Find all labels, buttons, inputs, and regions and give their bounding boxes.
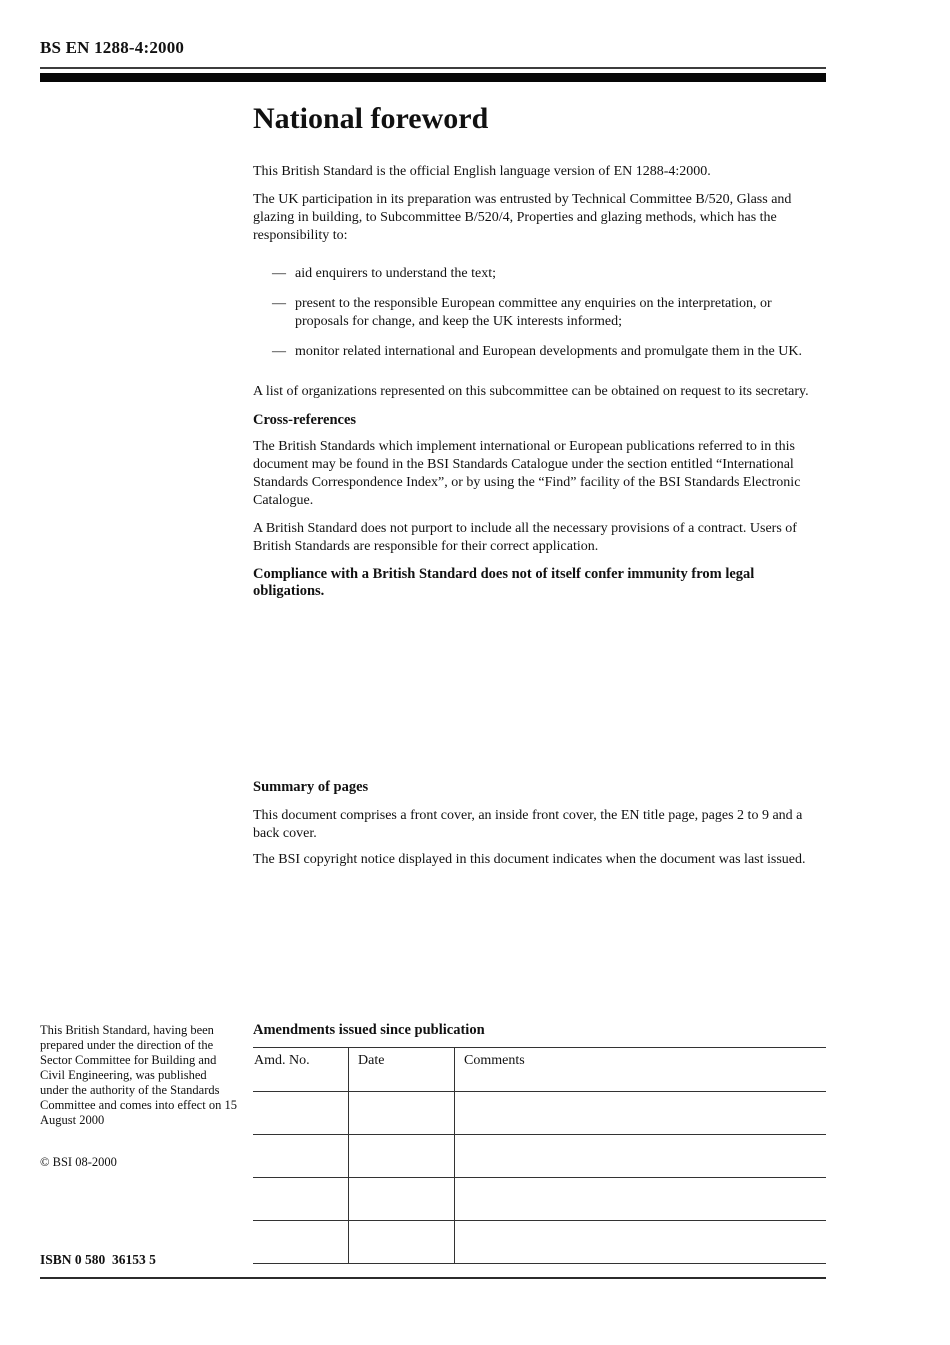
table-row	[253, 1135, 826, 1178]
responsibility-list	[253, 265, 828, 361]
list-item	[253, 295, 828, 331]
list-item-text: present to the responsible European committee any enquiries on the interpretation, or proposals for change, and keep the UK interests informed;	[295, 296, 772, 329]
paragraph-uk-participation: The UK participation in its preparation was entrusted by Technical Committee B/520, Glass and glazing in building, to Subcommittee B/520/4, Properties and glazing methods, which has the responsibility to:	[253, 192, 792, 243]
dash-marker: —	[272, 344, 286, 359]
cell-date	[349, 1092, 455, 1135]
summary-heading: Summary of pages	[253, 779, 369, 795]
publication-sidebar	[40, 1023, 238, 1170]
table-row	[253, 1092, 826, 1135]
amendments-section	[253, 1022, 826, 1264]
summary-of-pages-section	[253, 778, 828, 877]
list-item	[253, 265, 828, 283]
paragraph-contract-provisions: A British Standard does not purport to include all the necessary provisions of a contract. Users of British Standards are responsible for their correct application.	[253, 521, 797, 554]
footer-rule	[40, 1277, 826, 1279]
amendments-table	[253, 1047, 826, 1264]
isbn-number: ISBN 0 580 36153 5	[40, 1252, 156, 1267]
amendments-heading: Amendments issued since publication	[253, 1022, 485, 1038]
cell-amd-no	[253, 1178, 349, 1221]
cell-comments	[455, 1092, 827, 1135]
list-item-text: monitor related international and European developments and promulgate them in the UK.	[295, 344, 802, 359]
cell-amd-no	[253, 1221, 349, 1264]
column-header-date: Date	[349, 1048, 455, 1092]
paragraph-official-version: This British Standard is the official English language version of EN 1288-4:2000.	[253, 164, 711, 179]
dash-marker: —	[272, 266, 286, 281]
cross-references-heading: Cross-references	[253, 412, 357, 428]
column-header-amd-no: Amd. No.	[253, 1048, 349, 1092]
cell-comments	[455, 1221, 827, 1264]
standard-reference: BS EN 1288-4:2000	[40, 38, 185, 57]
cell-date	[349, 1221, 455, 1264]
dash-marker: —	[272, 296, 286, 311]
header-thick-rule	[40, 73, 826, 82]
publication-note: This British Standard, having been prepared under the direction of the Sector Committee for Building and Civil Engineering, was published under the authority of the Standards Committee and comes into effect on 15 August 2000	[40, 1023, 237, 1127]
cell-amd-no	[253, 1135, 349, 1178]
list-item	[253, 343, 828, 361]
column-header-comments: Comments	[455, 1048, 827, 1092]
paragraph-copyright-notice: The BSI copyright notice displayed in this document indicates when the document was last issued.	[253, 852, 806, 867]
paragraph-cross-references: The British Standards which implement international or European publications referred to in this document may be found in the BSI Standards Catalogue under the section entitled “International Standards Correspondence Index”, or by using the “Find” facility of the BSI Standards Electronic Catalogue.	[253, 439, 801, 508]
cell-date	[349, 1178, 455, 1221]
compliance-statement: Compliance with a British Standard does not of itself confer immunity from legal obligations.	[253, 566, 755, 599]
table-header-row	[253, 1048, 826, 1092]
cell-comments	[455, 1135, 827, 1178]
cell-date	[349, 1135, 455, 1178]
page-title: National foreword	[253, 102, 489, 135]
paragraph-organizations-list: A list of organizations represented on this subcommittee can be obtained on request to its secretary.	[253, 384, 809, 399]
paragraph-summary-pages: This document comprises a front cover, an inside front cover, the EN title page, pages 2 to 9 and a back cover.	[253, 808, 803, 841]
cell-amd-no	[253, 1092, 349, 1135]
cell-comments	[455, 1178, 827, 1221]
header-thin-rule	[40, 67, 826, 69]
table-row	[253, 1221, 826, 1264]
bsi-copyright: © BSI 08-2000	[40, 1155, 117, 1169]
table-row	[253, 1178, 826, 1221]
foreword-section	[253, 100, 828, 610]
list-item-text: aid enquirers to understand the text;	[295, 266, 496, 281]
